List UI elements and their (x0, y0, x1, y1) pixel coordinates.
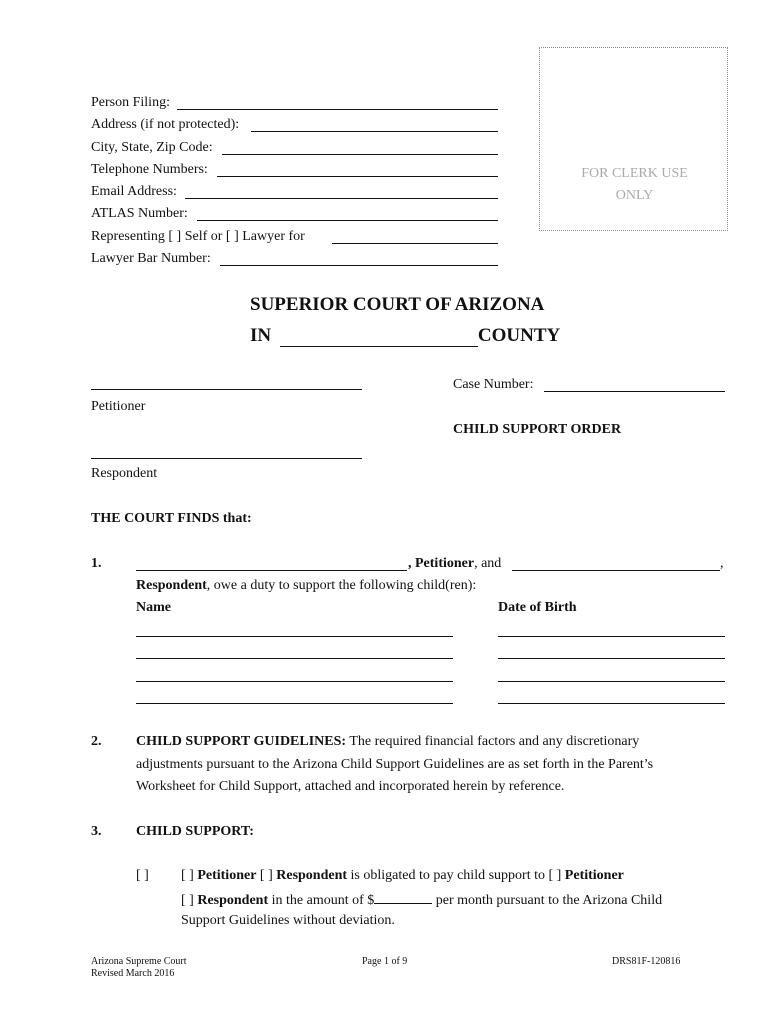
obligee-petitioner-label: Petitioner (564, 868, 624, 883)
item2-line2: adjustments pursuant to the Arizona Child Support Guidelines are as set forth in the Parent’s (136, 757, 654, 772)
court-county-label: COUNTY (477, 325, 561, 346)
obligor-petitioner-label: Petitioner (197, 868, 257, 883)
item1-and-label: , and (474, 556, 502, 571)
child-name-field-4[interactable] (136, 703, 453, 704)
footer-page-number: Page 1 of 9 (362, 956, 408, 967)
email-label: Email Address: (91, 184, 177, 199)
item1-respondent-field[interactable] (512, 570, 720, 571)
city-state-zip-label: City, State, Zip Code: (91, 140, 213, 155)
respondent-label: Respondent (91, 466, 158, 481)
address-row (91, 117, 239, 133)
item1-comma: , (720, 556, 724, 571)
item1-duty-text: , owe a duty to support the following child(ren): (206, 578, 477, 593)
item3-para-line3: Support Guidelines without deviation. (181, 913, 395, 928)
child-dob-field-4[interactable] (498, 703, 725, 704)
city-state-zip-field[interactable] (222, 154, 498, 155)
child-name-field-1[interactable] (136, 636, 453, 637)
item2-line1-text: The required financial factors and any discretionary (349, 734, 640, 749)
atlas-field[interactable] (197, 220, 498, 221)
obligor-petitioner-checkbox[interactable]: [ ] (181, 868, 194, 883)
bar-number-row (91, 251, 211, 267)
document-title: CHILD SUPPORT ORDER (453, 422, 622, 437)
person-filing-field[interactable] (177, 109, 498, 110)
item2-number: 2. (91, 734, 102, 749)
petitioner-label: Petitioner (91, 399, 146, 414)
telephone-row (91, 162, 208, 178)
item2-line1 (136, 734, 639, 750)
email-field[interactable] (185, 198, 498, 199)
clerk-use-box (539, 47, 728, 231)
obligation-text: is obligated to pay child support to [ ] (350, 868, 562, 883)
petitioner-name-field[interactable] (91, 389, 362, 390)
obligor-respondent-label: Respondent (276, 868, 348, 883)
per-month-text: per month pursuant to the Arizona Child (435, 893, 663, 908)
obligee-respondent-label: Respondent (197, 893, 269, 908)
court-in-label: IN (250, 325, 272, 346)
footer-form-code: DRS81F-120816 (612, 956, 681, 967)
address-label: Address (if not protected): (91, 117, 240, 132)
amount-label: in the amount of $ (271, 893, 375, 908)
item1-petitioner-label: , Petitioner (408, 556, 475, 571)
county-field[interactable] (280, 328, 478, 347)
atlas-row (91, 206, 188, 222)
item1-petitioner-field[interactable] (136, 570, 407, 571)
footer-left-line2: Revised March 2016 (91, 968, 175, 979)
child-name-field-3[interactable] (136, 681, 453, 682)
representing-label: Representing [ ] Self or [ ] Lawyer for (91, 229, 305, 244)
item3-number: 3. (91, 824, 102, 839)
item1-respondent-label: Respondent (136, 578, 207, 593)
child-dob-field-3[interactable] (498, 681, 725, 682)
case-number-field[interactable] (544, 391, 725, 392)
child-name-field-2[interactable] (136, 658, 453, 659)
item3-heading: CHILD SUPPORT: (136, 824, 254, 839)
amount-field[interactable] (374, 890, 432, 904)
footer-left-line1: Arizona Supreme Court (91, 956, 187, 967)
item2-line3: Worksheet for Child Support, attached and incorporated herein by reference. (136, 779, 565, 794)
atlas-label: ATLAS Number: (91, 206, 188, 221)
clerk-use-text (540, 163, 729, 207)
representing-row (91, 229, 305, 245)
item2-heading: CHILD SUPPORT GUIDELINES: (136, 734, 347, 749)
address-field[interactable] (251, 131, 498, 132)
clerk-use-line1: FOR CLERK USE (581, 166, 688, 181)
person-filing-label: Person Filing: (91, 95, 170, 110)
item3-para-line1 (181, 868, 624, 884)
item1-petitioner-line (408, 556, 501, 572)
dob-column-header: Date of Birth (498, 600, 577, 615)
city-row (91, 140, 213, 156)
clerk-use-line2: ONLY (615, 188, 654, 203)
child-dob-field-1[interactable] (498, 636, 725, 637)
person-filing-row (91, 95, 170, 111)
item1-duty-line (136, 578, 476, 594)
bar-number-field[interactable] (220, 265, 498, 266)
email-row (91, 184, 177, 200)
case-number-label: Case Number: (453, 377, 534, 392)
respondent-name-field[interactable] (91, 458, 362, 459)
obligor-respondent-checkbox[interactable]: [ ] (259, 868, 273, 883)
lawyer-for-field[interactable] (332, 243, 498, 244)
telephone-field[interactable] (217, 176, 498, 177)
obligee-respondent-checkbox[interactable]: [ ] (181, 893, 194, 908)
item1-number: 1. (91, 556, 102, 571)
child-dob-field-2[interactable] (498, 658, 725, 659)
court-title: SUPERIOR COURT OF ARIZONA (250, 294, 545, 315)
name-column-header: Name (136, 600, 171, 615)
item3-para-line2 (181, 890, 662, 909)
telephone-label: Telephone Numbers: (91, 162, 208, 177)
court-county-line (250, 325, 560, 347)
court-finds-heading: THE COURT FINDS that: (91, 511, 252, 526)
item3-option-checkbox[interactable]: [ ] (136, 868, 149, 883)
bar-number-label: Lawyer Bar Number: (91, 251, 211, 266)
